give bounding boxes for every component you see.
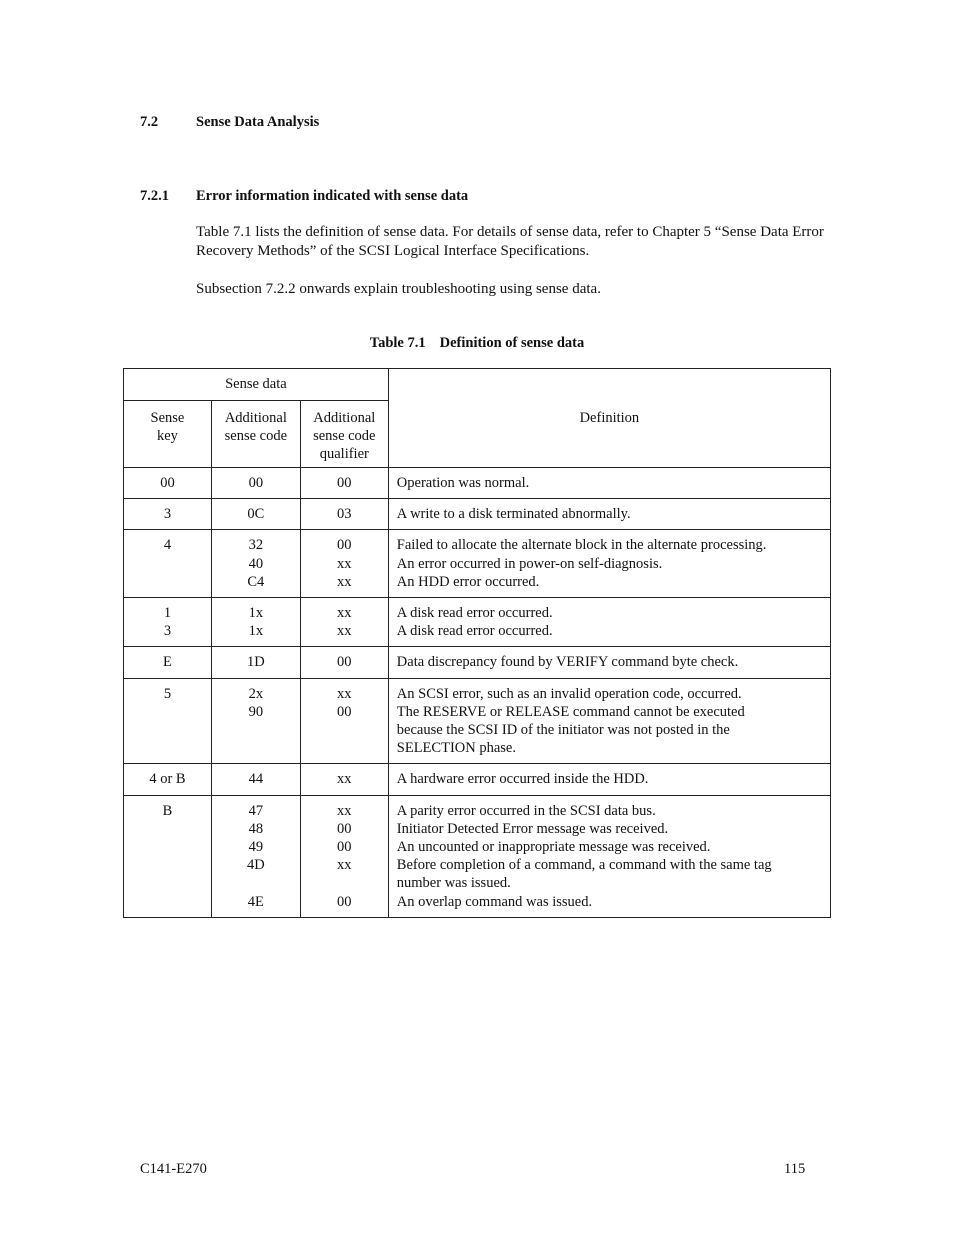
- cell-line: An overlap command was issued.: [396, 893, 593, 910]
- sense-key-cell: [124, 764, 212, 795]
- cell-line: A hardware error occurred inside the HDD.: [396, 771, 649, 788]
- table-row: [124, 530, 831, 598]
- additional-sense-code-qualifier-cell: [300, 499, 388, 530]
- section-title: Sense Data Analysis: [196, 114, 320, 130]
- additional-sense-code-cell: [211, 678, 300, 764]
- footer-page-number: 115: [784, 1161, 806, 1177]
- additional-sense-code-qualifier-cell: [300, 468, 388, 499]
- subsection-heading: [140, 188, 468, 205]
- table-caption-number: Table 7.1: [369, 335, 426, 351]
- cell-line: xx: [337, 771, 352, 788]
- header-additional-sense-code-qualifier: Additional sense code qualifier: [300, 401, 388, 468]
- cell-line: 3: [163, 623, 172, 640]
- cell-line: Operation was normal.: [396, 475, 530, 491]
- cell-line: 2x: [248, 685, 264, 702]
- sense-key-cell: [124, 499, 212, 530]
- header-additional-sense-code: Additional sense code: [211, 401, 300, 468]
- sense-key-cell: [124, 530, 212, 598]
- cell-line: 5: [163, 685, 172, 702]
- cell-line: number was issued.: [396, 875, 511, 892]
- cell-line: An SCSI error, such as an invalid operation code, occurred.: [396, 685, 742, 702]
- definition-cell: [388, 530, 830, 598]
- cell-line: xx: [337, 685, 352, 702]
- cell-line: 4 or B: [149, 771, 186, 788]
- section-number: 7.2: [140, 114, 159, 130]
- additional-sense-code-cell: [211, 647, 300, 678]
- cell-line: 4: [163, 537, 172, 554]
- cell-line: 00: [160, 475, 175, 491]
- cell-line: 1: [163, 605, 172, 622]
- subsection-note-paragraph: Subsection 7.2.2 onwards explain troubleshooting using sense data.: [196, 281, 601, 297]
- cell-line: An uncounted or inappropriate message was received.: [396, 839, 711, 856]
- cell-line: 3: [163, 506, 172, 523]
- cell-line: 40: [248, 555, 264, 572]
- cell-line: Before completion of a command, a command with the same tag: [396, 857, 772, 874]
- cell-line: Failed to allocate the alternate block in the alternate processing.: [396, 537, 767, 554]
- definition-cell: [388, 598, 830, 647]
- additional-sense-code-qualifier-cell: [300, 678, 388, 764]
- cell-line: 1D: [246, 654, 265, 671]
- cell-line: xx: [337, 605, 352, 622]
- cell-line: C4: [247, 573, 265, 590]
- cell-line: 90: [248, 703, 264, 720]
- sense-key-cell: [124, 647, 212, 678]
- cell-line: 00: [337, 475, 352, 491]
- additional-sense-code-qualifier-cell: [300, 647, 388, 678]
- cell-line: A disk read error occurred.: [396, 605, 553, 622]
- additional-sense-code-cell: [211, 764, 300, 795]
- cell-line: A disk read error occurred.: [396, 623, 553, 640]
- cell-line: 4E: [247, 893, 264, 910]
- intro-paragraph: Table 7.1 lists the definition of sense data. For details of sense data, refer to Chapter 5 “Sense Data Error Recovery Methods” of the SCSI Logical Interface Specifications.: [196, 224, 824, 259]
- sense-key-cell: [124, 678, 212, 764]
- subsection-title: Error information indicated with sense data: [196, 188, 469, 204]
- table-row: [124, 598, 831, 647]
- definition-cell: [388, 468, 830, 499]
- cell-line: [301, 874, 388, 892]
- table-caption: [0, 335, 954, 352]
- additional-sense-code-qualifier-cell: [300, 598, 388, 647]
- definition-cell: [388, 499, 830, 530]
- cell-line: xx: [337, 802, 352, 819]
- footer-doc-id: C141-E270: [140, 1161, 207, 1177]
- table-row: [124, 647, 831, 678]
- cell-line: [212, 874, 300, 892]
- cell-line: 00: [248, 475, 264, 491]
- cell-line: 1x: [248, 623, 264, 640]
- cell-line: An error occurred in power-on self-diagnosis.: [396, 555, 663, 572]
- sense-key-cell: [124, 598, 212, 647]
- table-row: [124, 499, 831, 530]
- cell-line: Data discrepancy found by VERIFY command byte check.: [396, 654, 739, 671]
- additional-sense-code-qualifier-cell: [300, 530, 388, 598]
- cell-line: 03: [337, 506, 352, 523]
- additional-sense-code-cell: [211, 468, 300, 499]
- cell-line: 49: [248, 839, 264, 856]
- additional-sense-code-qualifier-cell: [300, 764, 388, 795]
- additional-sense-code-qualifier-cell: [300, 795, 388, 917]
- cell-line: SELECTION phase.: [396, 740, 516, 757]
- definition-cell: [388, 764, 830, 795]
- section-heading: [140, 114, 319, 131]
- cell-line: The RESERVE or RELEASE command cannot be executed: [396, 703, 745, 720]
- header-sense-data: Sense data: [124, 369, 389, 401]
- header-definition: Definition: [388, 369, 830, 468]
- cell-line: 44: [248, 771, 264, 788]
- table-row: [124, 764, 831, 795]
- cell-line: 1x: [248, 605, 264, 622]
- cell-line: 00: [337, 703, 352, 720]
- cell-line: 0C: [247, 506, 265, 523]
- cell-line: xx: [337, 857, 352, 874]
- sense-key-cell: [124, 468, 212, 499]
- cell-line: A write to a disk terminated abnormally.: [396, 506, 631, 523]
- cell-line: xx: [337, 623, 352, 640]
- definition-cell: [388, 795, 830, 917]
- cell-line: 32: [248, 537, 264, 554]
- cell-line: 00: [337, 654, 352, 671]
- additional-sense-code-cell: [211, 795, 300, 917]
- additional-sense-code-cell: [211, 598, 300, 647]
- table-row: [124, 795, 831, 917]
- additional-sense-code-cell: [211, 499, 300, 530]
- table-caption-title: Definition of sense data: [439, 335, 585, 351]
- cell-line: xx: [337, 555, 352, 572]
- sense-data-table: [123, 368, 831, 918]
- cell-line: A parity error occurred in the SCSI data bus.: [396, 802, 656, 819]
- definition-cell: [388, 678, 830, 764]
- cell-line: 00: [337, 537, 352, 554]
- cell-line: 47: [248, 802, 264, 819]
- table-body: [124, 468, 831, 918]
- cell-line: 4D: [246, 857, 265, 874]
- cell-line: 00: [337, 820, 352, 837]
- cell-line: 00: [337, 839, 352, 856]
- cell-line: B: [162, 802, 173, 819]
- cell-line: An HDD error occurred.: [396, 573, 540, 590]
- sense-key-cell: [124, 795, 212, 917]
- subsection-number: 7.2.1: [140, 188, 169, 204]
- cell-line: xx: [337, 573, 352, 590]
- cell-line: 48: [248, 820, 264, 837]
- cell-line: Initiator Detected Error message was received.: [396, 820, 669, 837]
- cell-line: because the SCSI ID of the initiator was not posted in the: [396, 722, 730, 739]
- additional-sense-code-cell: [211, 530, 300, 598]
- header-sense-key: Sense key: [124, 401, 212, 468]
- definition-cell: [388, 647, 830, 678]
- table-row: [124, 678, 831, 764]
- table-row: [124, 468, 831, 499]
- cell-line: E: [163, 654, 172, 671]
- cell-line: 00: [337, 893, 352, 910]
